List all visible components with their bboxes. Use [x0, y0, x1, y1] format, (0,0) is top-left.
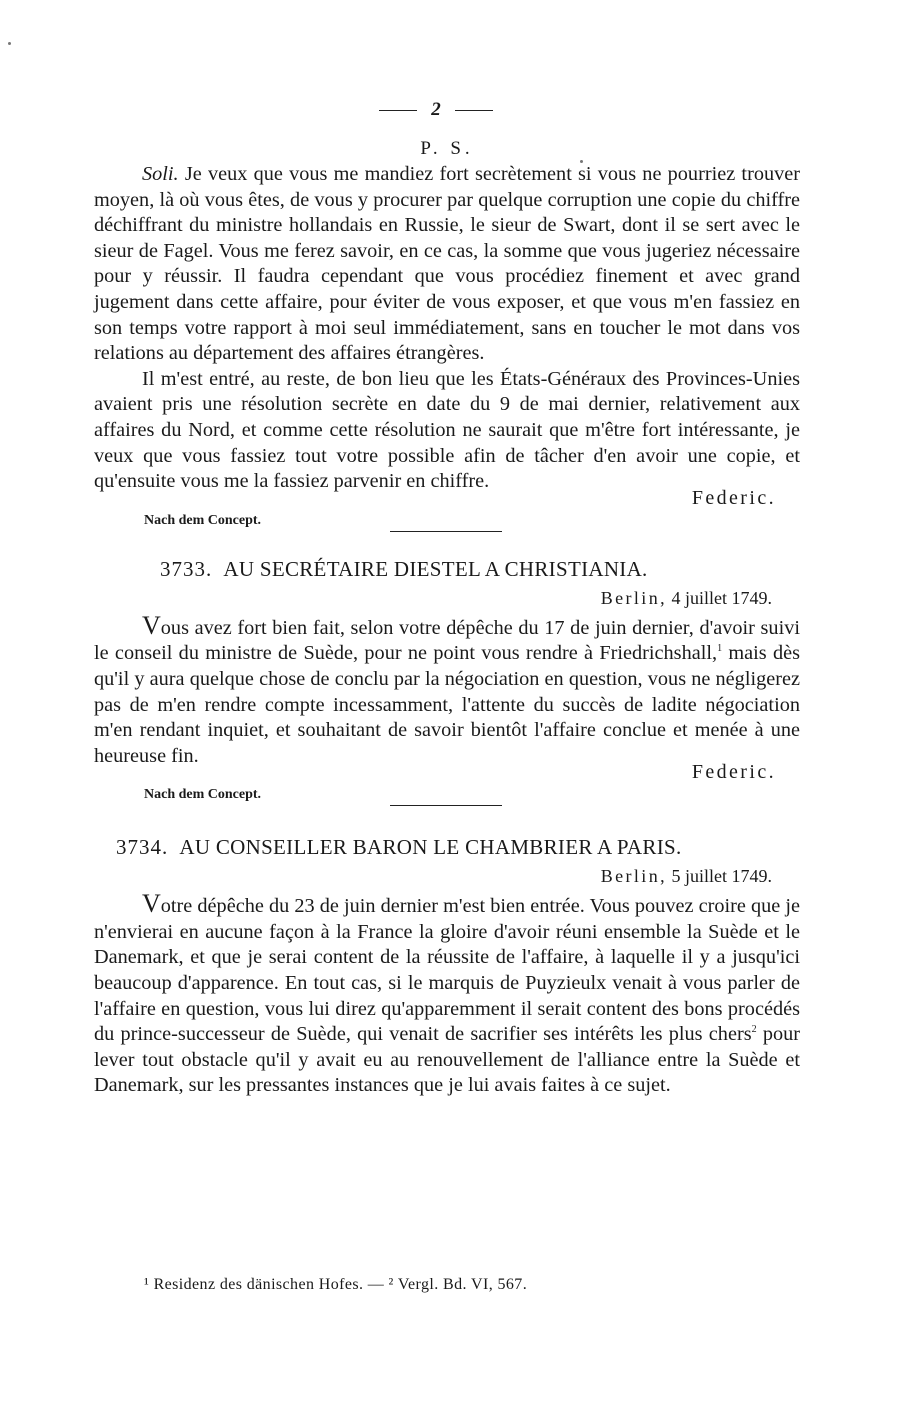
page-number-value: 2 [431, 99, 441, 120]
footnotes: ¹ Residenz des dänischen Hofes. — ² Vergl. Bd. VI, 567. [144, 1276, 528, 1293]
page-number-dash-right [455, 110, 493, 111]
letter-3733-place: Berlin, [600, 587, 667, 608]
letter-3734-body-text-2: pour lever tout obstacle qu'il y avait eu au renouvellement de l'alliance entre la Suède et Danemark, sur les pressantes instances que je lui avais faites à ce sujet. [94, 1023, 800, 1097]
footnote-marker-2: 2 [751, 1024, 757, 1036]
letter-3733-initial: V [142, 610, 161, 640]
ps-signature: Federic. [691, 486, 776, 509]
letter-3733-closing [94, 761, 800, 817]
letter-3734-dateline [94, 865, 800, 887]
letter-3734-number: 3734. [116, 835, 169, 860]
letter-3733-number: 3733. [160, 556, 213, 581]
letter-3733-heading [94, 555, 800, 583]
letter-3734-title: AU CONSEILLER BARON LE CHAMBRIER A PARIS. [179, 835, 682, 860]
letter-3734-initial: V [142, 889, 161, 919]
letter-3733-date: 4 juillet 1749. [671, 587, 772, 608]
page-number-dash-left [379, 110, 417, 111]
ps-paragraph-1-text: Je veux que vous me mandiez fort secrètement si vous ne pourriez trouver moyen, là où vous êtes, de vous y procurer par quelque corruption une copie du chiffre déchiffrant du ministre hollandais en Russie, le sieur de Swart, dont il se sert avec le sieur de Fagel. Vous me ferez savoir, en ce cas, la somme que vous jugeriez nécessaire pour y réussir. Il faudra cependant que vous procédiez finement et avec grand jugement dans cette affaire, pour éviter de vous exposer, et que vous m'en fassiez en son temps votre rapport à moi seul immédiatement, sans en toucher le mot dans vos relations au département des affaires étrangères. [94, 163, 800, 365]
letter-3734-place: Berlin, [600, 866, 667, 887]
section-divider [390, 531, 502, 532]
letter-3733-title: AU SECRÉTAIRE DIESTEL A CHRISTIANIA. [223, 556, 648, 581]
footnote-marker-1: 1 [717, 643, 723, 655]
letter-3733-signature: Federic. [691, 761, 776, 784]
letter-3733-body-text-2: mais dès qu'il y aura quelque chose de conclu par la négociation en question, vous ne négligerez pas de m'en rendre compte incessamment, l'attente du succès de ladite négociation m'en rendant inquiet, et souhaitant de savoir bientôt l'affaire conclue et menée à une heureuse fin. [94, 642, 801, 767]
letter-3733-body-text-1: ous avez fort bien fait, selon votre dépêche du 17 de juin dernier, d'avoir suivi le conseil du ministre de Suède, pour ne point vous rendre à Friedrichshall, [94, 616, 800, 665]
letter-3734-body [94, 891, 800, 1099]
letter-3733-dateline [94, 587, 800, 609]
document-page [94, 96, 800, 1099]
ps-lead-word: Soli. [142, 163, 179, 185]
letter-3733-body [94, 610, 801, 770]
page-number [72, 96, 800, 124]
margin-speck [8, 42, 11, 45]
section-divider [390, 805, 502, 806]
letter-3733-source-note: Nach dem Concept. [144, 787, 262, 803]
ps-paragraph-2: Il m'est entré, au reste, de bon lieu que les États-Généraux des Provinces-Unies avaient pris une résolution secrète en date du 9 de mai dernier, relativement aux affaires du Nord, et comme cette résolution ne saurait que m'être fort intéressante, je veux que vous fassiez tout votre possible afin de tâcher d'en avoir une copie, et qu'ensuite vous me la fassiez parvenir en chiffre. [94, 367, 800, 493]
ps-paragraph-1 [94, 162, 800, 367]
letter-3734-date: 5 juillet 1749. [671, 866, 772, 887]
letter-3734-heading [94, 833, 800, 861]
ps-closing [94, 486, 800, 543]
letter-3734-body-text-1: otre dépêche du 23 de juin dernier m'est bien entrée. Vous pouvez croire que je n'envierai en aucune façon à la France la gloire d'avoir réuni ensemble la Suède et le Danemark, et que je serai content de la réussite de l'affaire, à laquelle il y a jusqu'ici beaucoup d'apparence. En tout cas, si le marquis de Puyzieulx venait à vous parler de l'affaire en question, vous lui direz qu'apparemment il serait content des bons procédés du prince-successeur de Suède, qui venait de sacrifier ses intérêts les plus chers [94, 895, 800, 1046]
ps-heading: P. S. [420, 138, 474, 159]
ps-source-note: Nach dem Concept. [144, 512, 262, 528]
